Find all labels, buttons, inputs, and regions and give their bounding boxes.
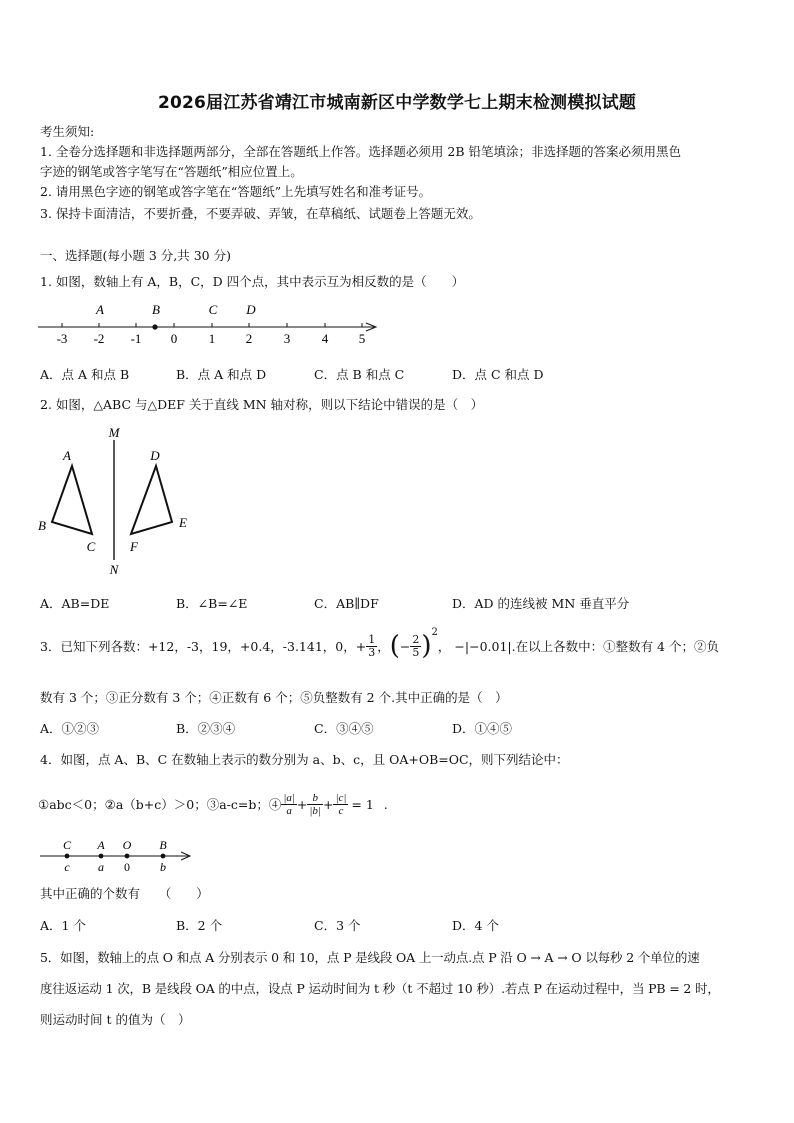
q4-f1-den: a bbox=[286, 804, 292, 817]
q2-label-b: B bbox=[38, 518, 46, 533]
q1-tick: 0 bbox=[170, 331, 178, 346]
q1-point-d-label: D bbox=[246, 302, 256, 317]
q1-point-a-label: A bbox=[96, 302, 104, 317]
q3-comma2: ， bbox=[437, 639, 451, 654]
q2-stem: 2. 如图，△ABC 与△DEF 关于直线 MN 轴对称，则以下结论中错误的是（ ） bbox=[40, 397, 484, 412]
q3-stem-line1 bbox=[40, 626, 719, 666]
q3-comma1: ， bbox=[377, 639, 390, 654]
q4-option-a[interactable]: A．1 个 bbox=[40, 918, 86, 933]
q1-point-b-label: B bbox=[152, 302, 160, 317]
q4-point-o-label: O bbox=[122, 838, 132, 852]
q3-power: 2 bbox=[431, 627, 438, 638]
q3-minus: − bbox=[399, 638, 411, 654]
q3-fraction-two-fifths bbox=[410, 634, 421, 659]
q2-label-c: C bbox=[86, 539, 96, 554]
q4-option-c[interactable]: C．3 个 bbox=[314, 918, 361, 933]
q4-value-b: b bbox=[160, 860, 166, 874]
q3-abs-expr: −|−0.01| bbox=[454, 638, 512, 654]
q4-f3-num: |c| bbox=[335, 791, 347, 804]
q1-point-b-dot bbox=[152, 324, 157, 329]
q4-conditions bbox=[38, 784, 388, 824]
q3-frac2-den: 5 bbox=[412, 645, 420, 659]
q3-frac1-den: 3 bbox=[368, 645, 376, 659]
q1-option-b[interactable]: B．点 A 和点 D bbox=[176, 367, 267, 382]
q1-option-d[interactable]: D．点 C 和点 D bbox=[452, 367, 544, 382]
q2-triangle-abc bbox=[52, 466, 92, 534]
notice-line-2: 2. 请用黑色字迹的钢笔或答字笔在“答题纸”上先填写姓名和准考证号。 bbox=[40, 184, 432, 199]
q2-option-a[interactable]: A．AB=DE bbox=[40, 596, 110, 611]
q3-option-a[interactable]: A．①②③ bbox=[40, 721, 100, 736]
q1-tick: 1 bbox=[208, 331, 216, 346]
q1-tick: -3 bbox=[56, 331, 68, 346]
q4-f1-num: |a| bbox=[283, 791, 295, 804]
q4-point-b-label: B bbox=[159, 838, 167, 852]
q3-frac2-num: 2 bbox=[412, 632, 420, 646]
q1-point-c-label: C bbox=[208, 302, 218, 317]
notice-line-3: 3. 保持卡面清洁，不要折叠，不要弄破、弄皱，在草稿纸、试题卷上答题无效。 bbox=[40, 206, 481, 221]
q4-value-zero: 0 bbox=[124, 860, 130, 874]
q4-option-d[interactable]: D．4 个 bbox=[452, 918, 499, 933]
q4-point-c-label: C bbox=[62, 838, 72, 852]
q3-frac1-num: 1 bbox=[368, 632, 376, 646]
q1-option-c[interactable]: C．点 B 和点 C bbox=[314, 367, 405, 382]
q2-symmetry-figure bbox=[30, 422, 200, 582]
q3-stem-a: 3．已知下列各数：+12，-3，19，+0.4，-3.141，0，+ bbox=[40, 639, 367, 654]
q1-option-a[interactable]: A．点 A 和点 B bbox=[40, 367, 130, 382]
q4-number-line bbox=[36, 834, 201, 876]
notice-line-1a: 1. 全卷分选择题和非选择题两部分，全部在答题纸上作答。选择题必须用 2B 铅笔填涂；非选择题的答案必须用黑色 bbox=[40, 144, 681, 159]
q2-label-d: D bbox=[150, 448, 160, 463]
q1-tick: 2 bbox=[245, 331, 253, 346]
q4-ask: 其中正确的个数有 （ ） bbox=[40, 886, 209, 901]
q2-label-e: E bbox=[179, 515, 187, 530]
q1-stem: 1. 如图，数轴上有 A，B，C，D 四个点，其中表示互为相反数的是（ ） bbox=[40, 274, 465, 289]
q3-option-d[interactable]: D．①④⑤ bbox=[452, 721, 513, 736]
q4-frac-abs-a-over-a bbox=[281, 792, 297, 817]
q3-fraction-one-third bbox=[366, 634, 377, 659]
section-heading: 一、选择题(每小题 3 分,共 30 分) bbox=[40, 248, 231, 263]
q3-stem-b: .在以上各数中：①整数有 4 个；②负 bbox=[511, 639, 719, 654]
q5-line-1: 5．如图，数轴上的点 O 和点 A 分别表示 0 和 10，点 P 是线段 OA 上一动点.点 P 沿 O → A → O 以每秒 2 个单位的速 bbox=[40, 950, 700, 965]
q1-tick: -1 bbox=[130, 331, 142, 346]
q1-tick: 5 bbox=[358, 331, 366, 346]
q4-plus1: + bbox=[296, 796, 308, 812]
q3-paren-close: ) bbox=[421, 631, 432, 661]
q4-point-a-label: A bbox=[97, 838, 105, 852]
notice-heading: 考生须知: bbox=[40, 124, 95, 139]
q4-plus2: + bbox=[322, 796, 334, 812]
q4-value-c: c bbox=[64, 860, 70, 874]
q2-option-c[interactable]: C．AB∥DF bbox=[314, 596, 379, 611]
q1-tick: 4 bbox=[321, 331, 329, 346]
q4-f3-den: c bbox=[338, 804, 344, 817]
q4-cond-a: ①abc＜0；②a（b+c）＞0；③a-c=b；④ bbox=[38, 797, 282, 812]
q3-paren-open: ( bbox=[389, 631, 400, 661]
q2-option-b[interactable]: B．∠B=∠E bbox=[176, 596, 248, 611]
q2-label-n: N bbox=[109, 562, 119, 577]
notice-line-1b: 字迹的钢笔或答字笔写在“答题纸”相应位置上。 bbox=[40, 164, 303, 179]
q4-period: . bbox=[383, 796, 388, 812]
q4-f2-den: |b| bbox=[309, 804, 321, 817]
q4-frac-b-over-abs-b bbox=[307, 792, 323, 817]
q2-option-d[interactable]: D．AD 的连线被 MN 垂直平分 bbox=[452, 596, 630, 611]
q5-line-2: 度往返运动 1 次，B 是线段 OA 的中点，设点 P 运动时间为 t 秒（t 不超过 10 秒）.若点 P 在运动过程中，当 PB = 2 时， bbox=[40, 981, 720, 996]
q2-label-f: F bbox=[130, 539, 138, 554]
q3-option-b[interactable]: B．②③④ bbox=[176, 721, 236, 736]
q4-stem: 4．如图，点 A、B、C 在数轴上表示的数分别为 a、b、c，且 OA+OB=OC，则下列结论中： bbox=[40, 752, 569, 767]
q4-value-a: a bbox=[98, 860, 104, 874]
q1-tick: -2 bbox=[93, 331, 105, 346]
q4-f2-num: b bbox=[307, 792, 323, 805]
q3-option-c[interactable]: C．③④⑤ bbox=[314, 721, 374, 736]
q4-option-b[interactable]: B．2 个 bbox=[176, 918, 223, 933]
q1-tick: 3 bbox=[283, 331, 291, 346]
page-title: 2026届江苏省靖江市城南新区中学数学七上期末检测模拟试题 bbox=[157, 93, 637, 113]
q5-line-3: 则运动时间 t 的值为（ ） bbox=[40, 1012, 191, 1027]
q3-stem-c: 数有 3 个；③正分数有 3 个；④正数有 6 个；⑤负整数有 2 个.其中正确的是（ ） bbox=[40, 690, 508, 705]
q2-triangle-def bbox=[131, 466, 172, 534]
q2-label-m: M bbox=[108, 425, 120, 440]
q2-label-a: A bbox=[63, 448, 71, 463]
q4-equals-one: = 1 bbox=[351, 796, 374, 812]
q4-frac-abs-c-over-c bbox=[333, 792, 348, 817]
q1-number-line bbox=[36, 296, 386, 348]
